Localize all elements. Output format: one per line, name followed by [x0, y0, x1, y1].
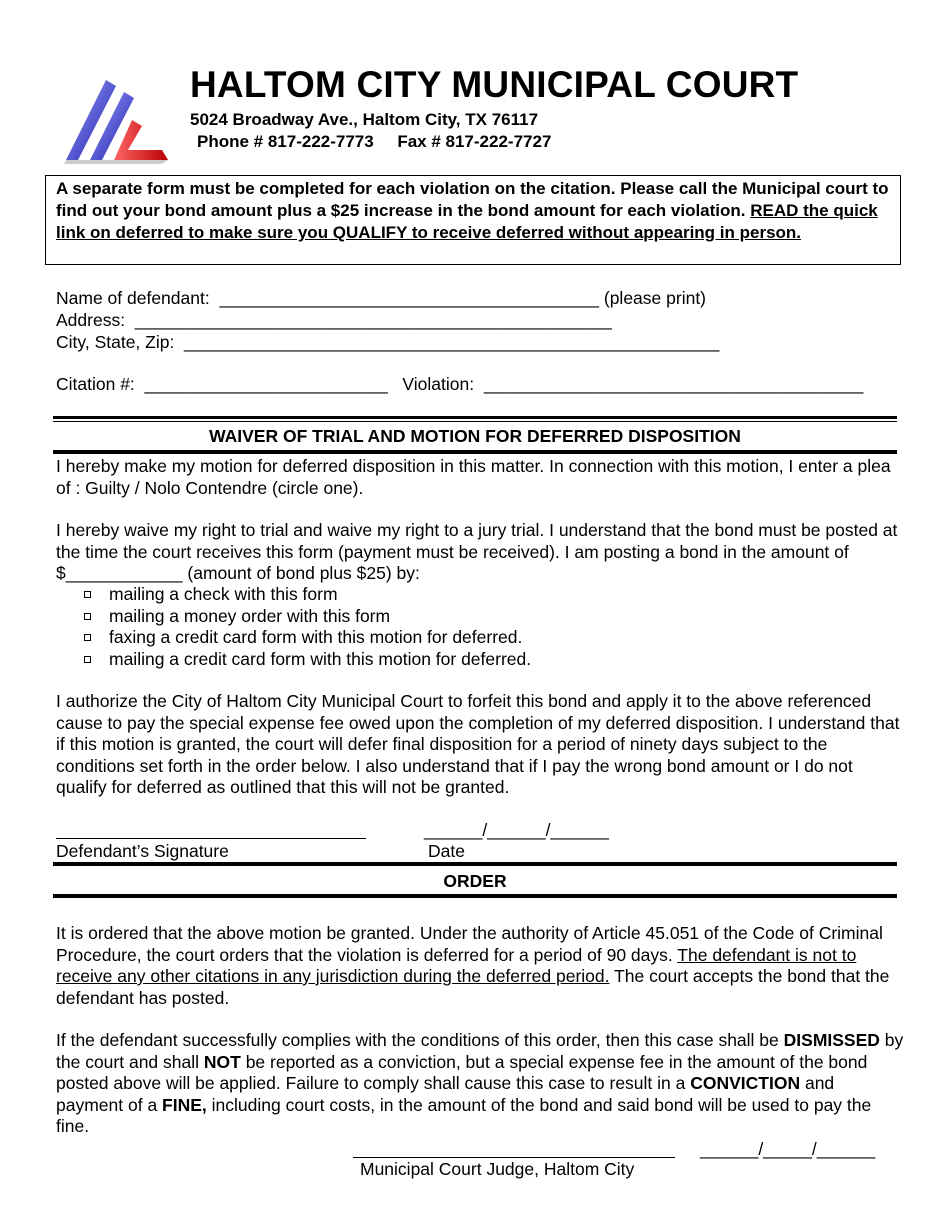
court-logo	[62, 78, 170, 164]
dismissed-emphasis: DISMISSED	[783, 1030, 880, 1050]
option-label: faxing a credit card form with this motion for deferred.	[109, 627, 523, 647]
court-address: 5024 Broadway Ave., Haltom City, TX 76117	[190, 110, 539, 129]
divider	[53, 450, 897, 454]
court-title: HALTOM CITY MUNICIPAL COURT	[190, 64, 799, 105]
court-phone-fax: Phone # 817-222-7773 Fax # 817-222-7727	[197, 132, 552, 151]
payment-option[interactable]	[84, 649, 531, 670]
order-text: be reported as a conviction, but a special expense fee in the amount of the bond posted above will be applied. Failure to comply shall cause this case to result in a	[56, 1051, 868, 1093]
checkbox-icon[interactable]	[84, 613, 91, 620]
waiver-paragraph-bond	[56, 520, 906, 585]
order-underlined: The defendant is not to receive any other citations in any jurisdiction during the deferred period.	[56, 944, 857, 986]
payment-option[interactable]	[84, 627, 522, 648]
order-paragraph-dismissal	[56, 1030, 906, 1138]
plea-text: I hereby make my motion for deferred disposition in this matter. In connection with this motion, I enter a plea of : Guilty / Nolo Contendre (circle one).	[56, 456, 891, 498]
fine-emphasis: FINE,	[162, 1094, 207, 1115]
option-label: mailing a money order with this form	[109, 606, 391, 626]
waiver-heading: WAIVER OF TRIAL AND MOTION FOR DEFERRED DISPOSITION	[209, 426, 741, 446]
waiver-paragraph-authorize	[56, 691, 906, 799]
waiver-paragraph-plea	[56, 456, 906, 499]
order-heading: ORDER	[443, 871, 507, 891]
checkbox-icon[interactable]	[84, 656, 91, 663]
defendant-address-field[interactable]: Address: _________________________________________________	[56, 310, 612, 330]
judge-date-blank[interactable]: ______/_____/______	[700, 1139, 876, 1159]
option-label: mailing a credit card form with this motion for deferred.	[109, 649, 532, 669]
notice-underlined: READ the quick link on deferred to make sure you QUALIFY to receive deferred without appearing in person.	[56, 201, 878, 242]
divider	[53, 894, 897, 898]
order-text: It is ordered that the above motion be granted. Under the authority of Article 45.051 of the Code of Criminal Procedure, the court orders that the violation is deferred for a period of 90 days.	[56, 923, 883, 965]
date-label: Date	[428, 841, 465, 861]
date-blank[interactable]: ______/______/______	[424, 820, 609, 840]
signature-line[interactable]	[56, 838, 366, 839]
authorize-text: I authorize the City of Haltom City Municipal Court to forfeit this bond and apply it to the above referenced cause to pay the special expense fee owed upon the completion of my deferred disposition. I understand that if this motion is granted, the court will defer final disposition for a period of ninety days subject to the conditions set forth in the order below. I also understand that if I pay the wrong bond amount or I do not qualify for deferred as outlined that this will not be granted.	[56, 691, 900, 797]
divider	[53, 862, 897, 866]
signature-label: Defendant’s Signature	[56, 841, 229, 861]
payment-option[interactable]	[84, 606, 390, 627]
order-text: by the court and shall	[56, 1030, 904, 1072]
order-text: and payment of a	[56, 1073, 835, 1115]
judge-signature-line[interactable]	[353, 1157, 675, 1158]
option-label: mailing a check with this form	[109, 584, 338, 604]
order-text: If the defendant successfully complies with the conditions of this order, then this case shall be	[56, 1030, 784, 1050]
divider	[53, 416, 897, 422]
payment-option[interactable]	[84, 584, 338, 605]
notice-text: A separate form must be completed for each violation on the citation. Please call the Municipal court to find out your bond amount plus a $25 increase in the bond amount for each violation.	[56, 179, 889, 220]
checkbox-icon[interactable]	[84, 591, 91, 598]
checkbox-icon[interactable]	[84, 634, 91, 641]
defendant-city-field[interactable]: City, State, Zip: _______________________________________________________	[56, 332, 720, 352]
bond-text: I hereby waive my right to trial and waive my right to a jury trial. I understand that the bond must be posted at the time the court receives this form (payment must be received). I am posting a bond in the amount of $____________ (amount of bond plus $25) by:	[56, 520, 898, 583]
defendant-name-field[interactable]: Name of defendant: _______________________________________ (please print)	[56, 288, 707, 308]
order-text: The court accepts the bond that the defendant has posted.	[56, 966, 890, 1008]
not-emphasis: NOT	[203, 1051, 241, 1072]
citation-violation-field[interactable]: Citation #: _________________________ Violation: _______________________________________	[56, 374, 864, 394]
order-paragraph-granted	[56, 923, 906, 1009]
notice-box	[45, 175, 901, 265]
order-text: including court costs, in the amount of the bond and said bond will be used to pay the fine.	[56, 1094, 872, 1136]
judge-label: Municipal Court Judge, Haltom City	[360, 1159, 635, 1179]
conviction-emphasis: CONVICTION	[690, 1073, 801, 1093]
